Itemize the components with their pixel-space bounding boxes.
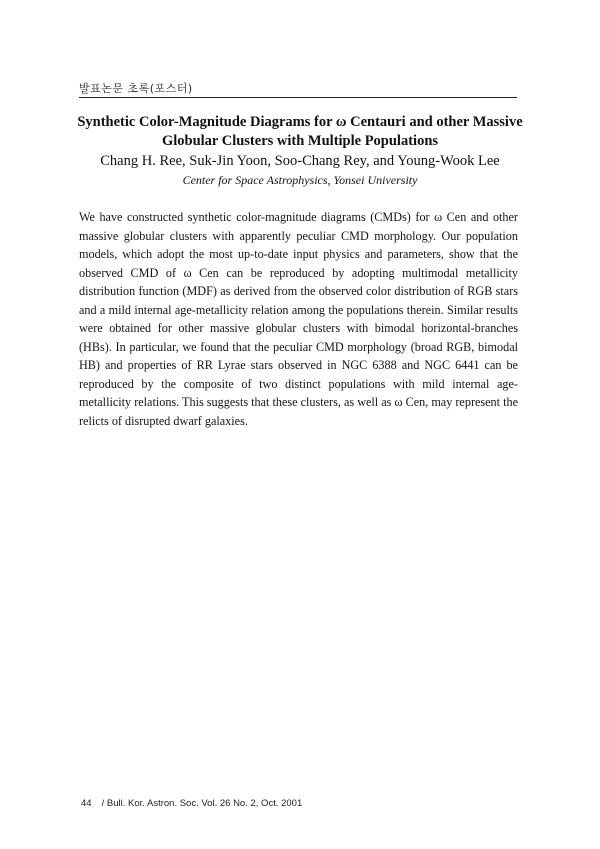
paper-title-line-1: Synthetic Color-Magnitude Diagrams for ω Centauri and other Massive — [77, 114, 523, 130]
paper-abstract: We have constructed synthetic color-magnitude diagrams (CMDs) for ω Cen and other massive globular clusters with apparently peculiar CMD morphology. Our population models, which adopt the most up-to-date input physics and parameters, show that the observed CMD of ω Cen can be reproduced by adopting multimodal metallicity distribution function (MDF) as derived from the observed color distribution of RGB stars and a mild internal age-metallicity relation among the populations therein. Similar results were obtained for other massive globular clusters with bimodal horizontal-branches (HBs). In particular, we found that the peculiar CMD morphology (broad RGB, bimodal HB) and properties of RR Lyrae stars observed in NGC 6388 and NGC 6441 can be reproduced by the composite of two distinct populations with mild internal age-metallicity relations. This suggests that these clusters, as well as ω Cen, may represent the relicts of disrupted dwarf galaxies. — [79, 210, 518, 428]
journal-citation: / Bull. Kor. Astron. Soc. Vol. 26 No. 2, Oct. 2001 — [101, 798, 303, 809]
section-label: 발표논문 초록(포스터) — [79, 82, 193, 95]
header-rule — [79, 97, 517, 98]
page-number: 44 — [81, 798, 92, 809]
paper-title-line-2: Globular Clusters with Multiple Populations — [161, 133, 439, 149]
paper-affiliation: Center for Space Astrophysics, Yonsei University — [182, 173, 418, 187]
paper-title — [60, 113, 540, 151]
page-footer — [81, 798, 302, 809]
paper-authors: Chang H. Ree, Suk-Jin Yoon, Soo-Chang Rey, and Young-Wook Lee — [100, 153, 500, 169]
